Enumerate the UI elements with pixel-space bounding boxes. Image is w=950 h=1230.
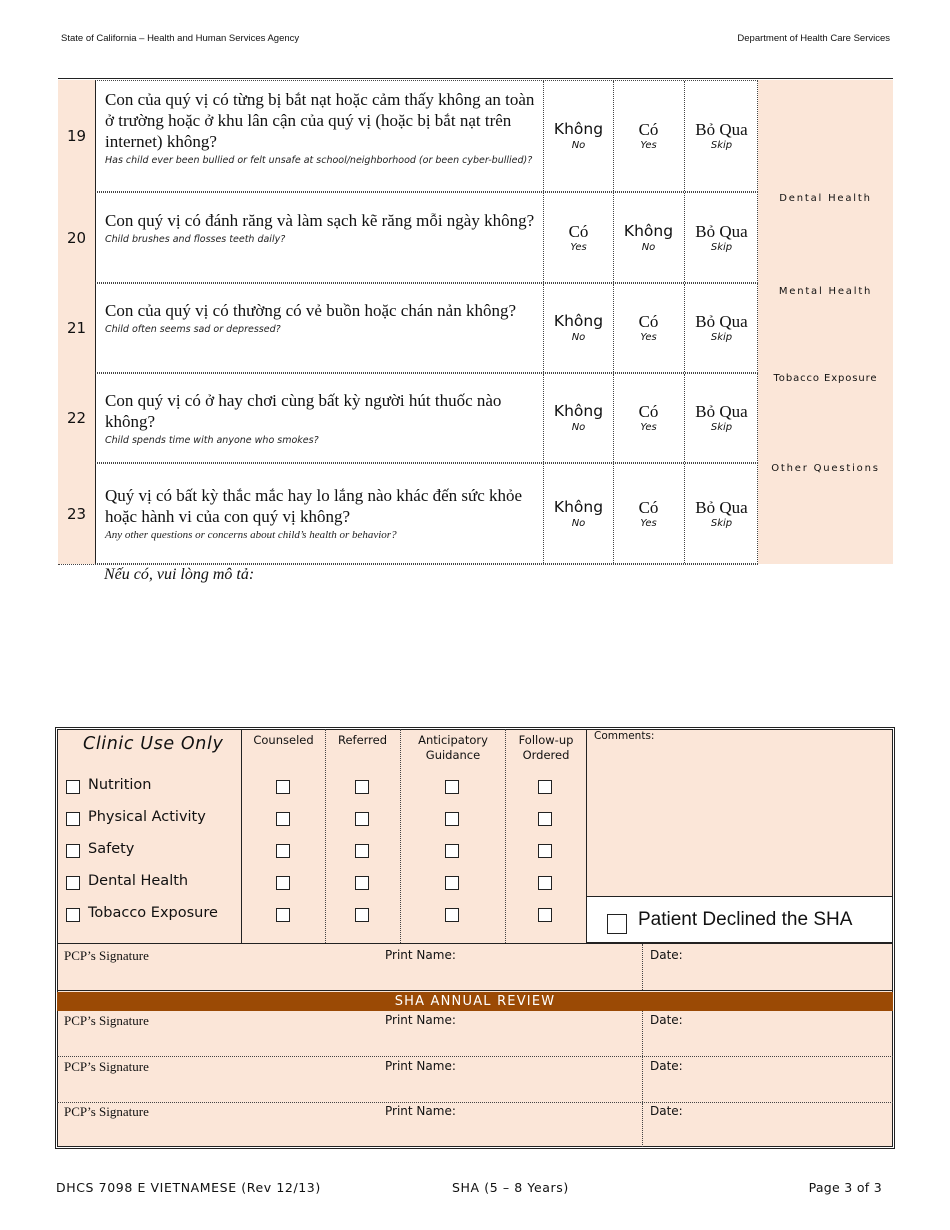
form-number: DHCS 7098 E VIETNAMESE (Rev 12/13) [56, 1180, 321, 1195]
question-box [95, 192, 758, 283]
patient-declined-box[interactable] [586, 896, 893, 943]
pcp-signature-label: PCP’s Signature [64, 1013, 149, 1028]
answer-option[interactable]: Có Yes [613, 464, 683, 563]
question-text-vi: Con của quý vị có thường có vẻ buồn hoặc chán nản không? [105, 301, 516, 320]
column-anticipatory-guidance: Anticipatory Guidance [418, 733, 488, 762]
clinic-use-title: Clinic Use Only [83, 734, 224, 754]
date-label: Date: [650, 948, 683, 962]
date-label: Date: [650, 1059, 683, 1073]
nutrition-counseled-checkbox[interactable] [276, 780, 290, 794]
pcp-signature-label: PCP’s Signature [64, 1059, 149, 1074]
physical-activity-guidance-checkbox[interactable] [445, 812, 459, 826]
question-text-en: Any other questions or concerns about child’s health or behavior? [105, 529, 397, 541]
question-box [95, 373, 758, 463]
tobacco-exposure-followup-checkbox[interactable] [538, 908, 552, 922]
section-label-other-questions: Other Questions [771, 463, 880, 474]
question-number: 21 [58, 283, 95, 373]
section-label-cell [758, 283, 893, 373]
physical-activity-checkbox[interactable] [66, 812, 80, 826]
tobacco-exposure-referred-checkbox[interactable] [355, 908, 369, 922]
dental-health-followup-checkbox[interactable] [538, 876, 552, 890]
section-label-mental-health: Mental Health [778, 286, 873, 297]
section-label-cell [758, 463, 893, 564]
question-row-23 [58, 463, 893, 564]
question-row-22 [58, 373, 893, 463]
print-name-label: Print Name: [385, 1059, 456, 1073]
question-number: 23 [58, 463, 95, 564]
safety-checkbox[interactable] [66, 844, 80, 858]
answer-option[interactable]: Không No [543, 374, 613, 462]
dental-health-label: Dental Health [88, 873, 189, 889]
comments-label: Comments: [594, 730, 655, 742]
physical-activity-label: Physical Activity [88, 809, 206, 825]
pcp-signature-label: PCP’s Signature [64, 948, 149, 963]
tobacco-exposure-counseled-checkbox[interactable] [276, 908, 290, 922]
patient-declined-checkbox[interactable] [607, 914, 627, 934]
question-text-vi: Con quý vị có đánh răng và làm sạch kẽ răng mỗi ngày không? [105, 211, 535, 230]
section-label-tobacco-exposure: Tobacco Exposure [773, 373, 878, 384]
question-row-19 [58, 80, 893, 192]
question-text-en: Has child ever been bullied or felt unsafe at school/neighborhood (or been cyber-bullied)? [105, 155, 533, 166]
question-number: 22 [58, 373, 95, 463]
dental-health-referred-checkbox[interactable] [355, 876, 369, 890]
tobacco-exposure-guidance-checkbox[interactable] [445, 908, 459, 922]
answer-option[interactable]: Bỏ Qua Skip [684, 464, 758, 563]
physical-activity-referred-checkbox[interactable] [355, 812, 369, 826]
question-row-21 [58, 283, 893, 373]
print-name-label: Print Name: [385, 1013, 456, 1027]
if-yes-describe-prompt: Nếu có, vui lòng mô tả: [104, 566, 255, 583]
question-box [95, 80, 758, 192]
answer-option[interactable]: Không No [543, 284, 613, 372]
section-label-cell [758, 192, 893, 283]
answer-option[interactable]: Không No [543, 464, 613, 563]
nutrition-checkbox[interactable] [66, 780, 80, 794]
department-header: Department of Health Care Services [737, 33, 890, 44]
answer-option[interactable]: Không No [613, 193, 683, 282]
form-title: SHA (5 – 8 Years) [452, 1180, 569, 1195]
dental-health-checkbox[interactable] [66, 876, 80, 890]
nutrition-followup-checkbox[interactable] [538, 780, 552, 794]
print-name-label: Print Name: [385, 948, 456, 962]
answer-option[interactable]: Bỏ Qua Skip [684, 284, 758, 372]
physical-activity-followup-checkbox[interactable] [538, 812, 552, 826]
physical-activity-counseled-checkbox[interactable] [276, 812, 290, 826]
answer-option[interactable]: Có Yes [543, 193, 613, 282]
print-name-label: Print Name: [385, 1104, 456, 1118]
question-row-20 [58, 192, 893, 283]
nutrition-label: Nutrition [88, 777, 152, 793]
question-text-vi: Con của quý vị có từng bị bắt nạt hoặc cảm thấy không an toàn ở trường hoặc ở khu lân cận của quý vị (hoặc bị bắt nạt trên internet) không? [105, 90, 535, 151]
safety-guidance-checkbox[interactable] [445, 844, 459, 858]
date-label: Date: [650, 1104, 683, 1118]
question-number: 19 [58, 80, 95, 192]
page-number: Page 3 of 3 [808, 1180, 882, 1195]
agency-header: State of California – Health and Human Services Agency [61, 33, 300, 44]
section-label-cell [758, 80, 893, 192]
nutrition-guidance-checkbox[interactable] [445, 780, 459, 794]
tobacco-exposure-checkbox[interactable] [66, 908, 80, 922]
safety-followup-checkbox[interactable] [538, 844, 552, 858]
question-text-vi: Quý vị có bất kỳ thắc mắc hay lo lắng nào khác đến sức khỏe hoặc hành vi của con quý vị không? [105, 486, 523, 526]
question-number: 20 [58, 192, 95, 283]
safety-counseled-checkbox[interactable] [276, 844, 290, 858]
nutrition-referred-checkbox[interactable] [355, 780, 369, 794]
section-label-cell [758, 373, 893, 463]
column-referred: Referred [337, 733, 388, 747]
answer-option[interactable]: Có Yes [613, 81, 683, 191]
question-text-vi: Con quý vị có ở hay chơi cùng bất kỳ người hút thuốc nào không? [105, 391, 502, 431]
table-bottom-line [58, 564, 758, 565]
answer-option[interactable]: Bỏ Qua Skip [684, 193, 758, 282]
column-follow-up-ordered: Follow-up Ordered [518, 733, 574, 762]
date-label: Date: [650, 1013, 683, 1027]
question-box [95, 283, 758, 373]
dental-health-guidance-checkbox[interactable] [445, 876, 459, 890]
question-text-en: Child spends time with anyone who smokes? [105, 435, 319, 446]
dental-health-counseled-checkbox[interactable] [276, 876, 290, 890]
tobacco-exposure-label: Tobacco Exposure [88, 905, 218, 921]
answer-option[interactable]: Bỏ Qua Skip [684, 374, 758, 462]
answer-option[interactable]: Có Yes [613, 284, 683, 372]
answer-option[interactable]: Bỏ Qua Skip [684, 81, 758, 191]
safety-label: Safety [88, 841, 135, 857]
question-box [95, 463, 758, 564]
question-text-en: Child often seems sad or depressed? [105, 324, 281, 335]
answer-option[interactable]: Không No [543, 81, 613, 191]
pcp-signature-label: PCP’s Signature [64, 1104, 149, 1119]
answer-option[interactable]: Có Yes [613, 374, 683, 462]
sha-annual-review-banner: SHA ANNUAL REVIEW [57, 992, 893, 1011]
section-label-dental-health: Dental Health [779, 193, 872, 204]
safety-referred-checkbox[interactable] [355, 844, 369, 858]
column-counseled: Counseled [253, 733, 314, 747]
top-divider [58, 78, 893, 79]
patient-declined-label: Patient Declined the SHA [638, 909, 853, 930]
question-text-en: Child brushes and flosses teeth daily? [105, 234, 286, 245]
